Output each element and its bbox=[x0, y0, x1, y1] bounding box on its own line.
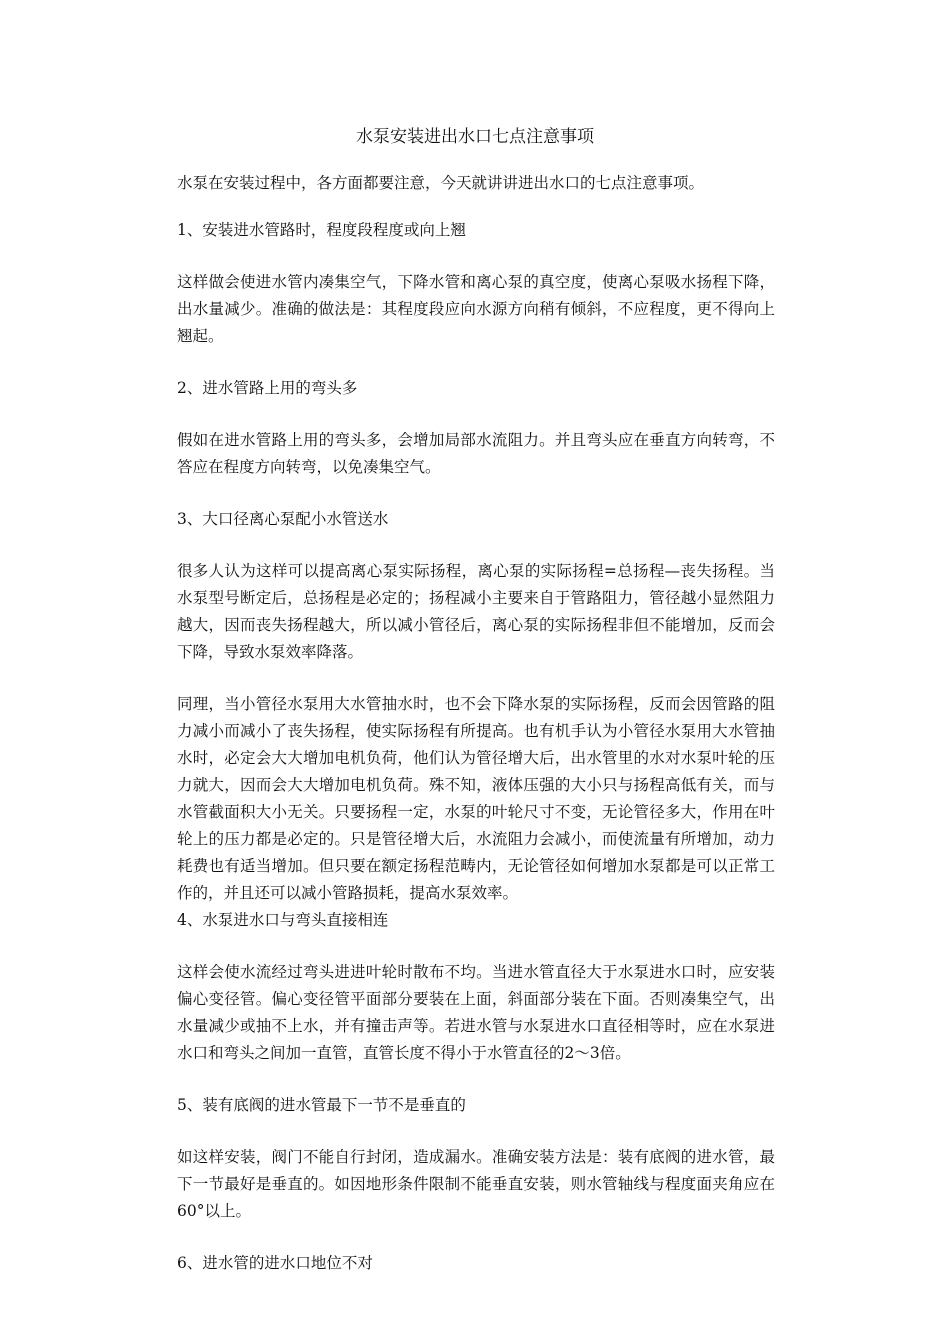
section-2-heading: 2、进水管路上用的弯头多 bbox=[177, 379, 358, 397]
section-3-paragraph-1: 很多人认为这样可以提高离心泵实际扬程，离心泵的实际扬程=总扬程—丧失扬程。当水泵型号断定后，总扬程是必定的；扬程减小主要来自于管路阻力，管径越小显然阻力越大，因而丧失扬程越大，所以减小管径后，离心泵的实际扬程非但不能增加，反而会下降，导致水泵效率降落。 bbox=[177, 562, 775, 661]
section-3-paragraph-2: 同理，当小管径水泵用大水管抽水时，也不会下降水泵的实际扬程，反而会因管路的阻力减小而减小了丧失扬程，使实际扬程有所提高。也有机手认为小管径水泵用大水管抽水时，必定会大大增加电机负荷，他们认为管径增大后，出水管里的水对水泵叶轮的压力就大，因而会大大增加电机负荷。殊不知，液体压强的大小只与扬程高低有关，而与水管截面积大小无关。只要扬程一定，水泵的叶轮尺寸不变，无论管径多大，作用在叶轮上的压力都是必定的。只是管径增大后，水流阻力会减小，而使流量有所增加，动力耗费也有适当增加。但只要在额定扬程范畴内，无论管径如何增加水泵都是可以正常工作的，并且还可以减小管路损耗，提高水泵效率。 bbox=[177, 695, 775, 902]
section-6-heading: 6、进水管的进水口地位不对 bbox=[177, 1254, 373, 1272]
document-body bbox=[177, 170, 775, 1302]
section-5-heading: 5、装有底阀的进水管最下一节不是垂直的 bbox=[177, 1096, 466, 1114]
section-1-heading: 1、安装进水管路时，程度段程度或向上翘 bbox=[177, 221, 466, 239]
intro-paragraph: 水泵在安装过程中，各方面都要注意，今天就讲讲进出水口的七点注意事项。 bbox=[177, 174, 705, 192]
section-3-heading: 3、大口径离心泵配小水管送水 bbox=[177, 510, 389, 528]
section-1-paragraph: 这样做会使进水管内凑集空气，下降水管和离心泵的真空度，使离心泵吸水扬程下降，出水量减少。准确的做法是：其程度段应向水源方向稍有倾斜，不应程度，更不得向上翘起。 bbox=[177, 273, 775, 345]
section-5-paragraph: 如这样安装，阀门不能自行封闭，造成漏水。准确安装方法是：装有底阀的进水管，最下一节最好是垂直的。如因地形条件限制不能垂直安装，则水管轴线与程度面夹角应在60°以上。 bbox=[177, 1148, 775, 1220]
section-2-paragraph: 假如在进水管路上用的弯头多，会增加局部水流阻力。并且弯头应在垂直方向转弯，不答应在程度方向转弯，以免凑集空气。 bbox=[177, 431, 775, 476]
section-4-paragraph: 这样会使水流经过弯头进进叶轮时散布不均。当进水管直径大于水泵进水口时，应安装偏心变径管。偏心变径管平面部分要装在上面，斜面部分装在下面。否则凑集空气，出水量减少或抽不上水，并有撞击声等。若进水管与水泵进水口直径相等时，应在水泵进水口和弯头之间加一直管，直管长度不得小于水管直径的2～3倍。 bbox=[177, 963, 775, 1062]
document-title: 水泵安装进出水口七点注意事项 bbox=[356, 127, 594, 147]
section-4-heading: 4、水泵进水口与弯头直接相连 bbox=[177, 911, 389, 929]
